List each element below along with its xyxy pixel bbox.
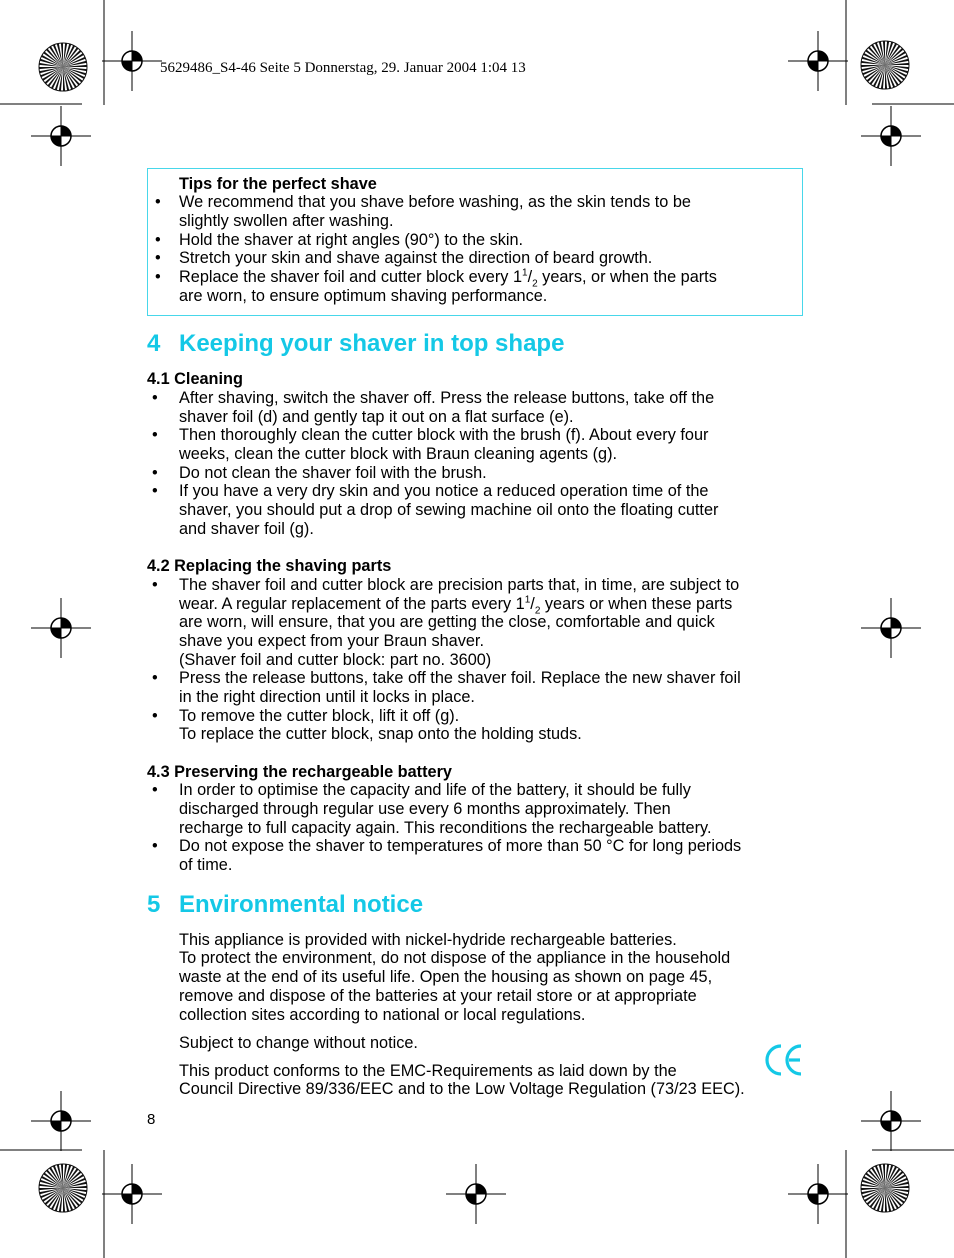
tips-item-text: Stretch your skin and shave against the direction of beard growth. [179,249,653,267]
crosshair-icon [446,1164,506,1224]
body-line: shaver foil (d) and gently tap it out on a flat surface (e). [179,408,574,426]
body-line: of time. [179,856,233,874]
body-line: are worn, will ensure, that you are getting the close, comfortable and quick [179,613,715,631]
body-line: and shaver foil (g). [179,520,314,538]
crosshair-icon [31,106,91,166]
crosshair-icon [861,106,921,166]
body-line: (Shaver foil and cutter block: part no. 3600) [179,651,492,669]
bullet: • [152,576,158,594]
body-line: recharge to full capacity again. This reconditions the rechargeable battery. [179,819,712,837]
body-line: If you have a very dry skin and you notice a reduced operation time of the [179,482,709,500]
tips-item-text: We recommend that you shave before washing, as the skin tends to be [179,193,691,211]
section-number: 5 [147,891,161,918]
bullet: • [152,707,158,725]
body-line: Then thoroughly clean the cutter block with the brush (f). About every four [179,426,709,444]
fraction-denominator: 2 [534,605,541,617]
body-line: discharged through regular use every 6 months approximately. Then [179,800,671,818]
crosshair-icon [102,1164,162,1224]
body-line: Press the release buttons, take off the shaver foil. Replace the new shaver foil [179,669,741,687]
crosshair-icon [788,1164,848,1224]
fraction-numerator: 1 [524,594,531,606]
fraction-slash: / [527,268,533,286]
section-heading-5 [147,891,747,921]
tips-item [155,193,161,212]
section-title: Environmental notice [179,891,424,918]
text-run: years or when these parts [540,595,733,613]
bullet: • [155,193,161,211]
bullet: • [152,426,158,444]
body-line: in the right direction until it locks in place. [179,688,475,706]
fraction-numerator: 1 [522,267,528,279]
bullet: • [152,482,158,500]
tips-item-text: slightly swollen after washing. [179,212,394,230]
section-heading-4 [147,330,747,360]
bullet: • [155,268,161,286]
body-line: remove and dispose of the batteries at your retail store or at appropriate [179,987,697,1005]
subsection-heading: 4.3 Preserving the rechargeable battery [147,763,452,781]
tips-item-text: Hold the shaver at right angles (90°) to the skin. [179,231,524,249]
body-line: The shaver foil and cutter block are precision parts that, in time, are subject to [179,576,740,594]
body-line: weeks, clean the cutter block with Braun cleaning agents (g). [179,445,618,463]
body-line: Do not clean the shaver foil with the brush. [179,464,487,482]
crosshair-icon [861,1091,921,1151]
tips-item [155,268,161,287]
subsection-heading: 4.2 Replacing the shaving parts [147,557,392,575]
ce-mark-icon [764,1042,804,1078]
page-number: 8 [147,1111,156,1128]
body-line: waste at the end of its useful life. Open the housing as shown on page 45, [179,968,713,986]
text-run: years, or when the parts [537,268,717,286]
crosshair-icon [861,598,921,658]
bullet: • [155,231,161,249]
crosshair-icon [31,598,91,658]
crosshair-icon [788,31,848,91]
tips-item-text: are worn, to ensure optimum shaving performance. [179,287,548,305]
print-header: 5629486_S4-46 Seite 5 Donnerstag, 29. Januar 2004 1:04 13 [160,60,526,76]
section-title: Keeping your shaver in top shape [179,330,565,357]
fraction-denominator: 2 [532,278,538,290]
bullet: • [152,464,158,482]
fraction-slash: / [530,595,535,613]
body-line: Council Directive 89/336/EEC and to the Low Voltage Regulation (73/23 EEC). [179,1080,745,1098]
subsection-heading: 4.1 Cleaning [147,370,243,388]
body-line: Do not expose the shaver to temperatures of more than 50 °C for long periods [179,837,742,855]
tips-item-text [179,267,717,290]
body-line: To protect the environment, do not dispose of the appliance in the household [179,949,731,967]
tips-title: Tips for the perfect shave [179,175,377,193]
body-line: shave you expect from your Braun shaver. [179,632,484,650]
text-run: Replace the shaver foil and cutter block every 1 [179,268,522,286]
bullet: • [152,389,158,407]
body-line: Subject to change without notice. [179,1034,418,1052]
body-line: This product conforms to the EMC-Requirements as laid down by the [179,1062,677,1080]
crosshair-icon [102,31,162,91]
body-line: shaver, you should put a drop of sewing machine oil onto the floating cutter [179,501,719,519]
body-line: This appliance is provided with nickel-hydride rechargeable batteries. [179,931,677,949]
body-line: After shaving, switch the shaver off. Press the release buttons, take off the [179,389,715,407]
body-line: To replace the cutter block, snap onto the holding studs. [179,725,582,743]
bullet: • [152,669,158,687]
text-run: wear. A regular replacement of the parts every 1 [179,595,525,613]
section-number: 4 [147,330,161,357]
body-line: collection sites according to national or local regulations. [179,1006,586,1024]
body-line: In order to optimise the capacity and life of the battery, it should be fully [179,781,691,799]
ce-mark-icon [764,1042,804,1078]
tips-item [155,231,161,250]
bullet: • [152,781,158,799]
tips-item [155,249,161,268]
body-line [179,594,733,617]
body-line: To remove the cutter block, lift it off (g). [179,707,460,725]
crosshair-icon [31,1091,91,1151]
bullet: • [152,837,158,855]
bullet: • [155,249,161,267]
